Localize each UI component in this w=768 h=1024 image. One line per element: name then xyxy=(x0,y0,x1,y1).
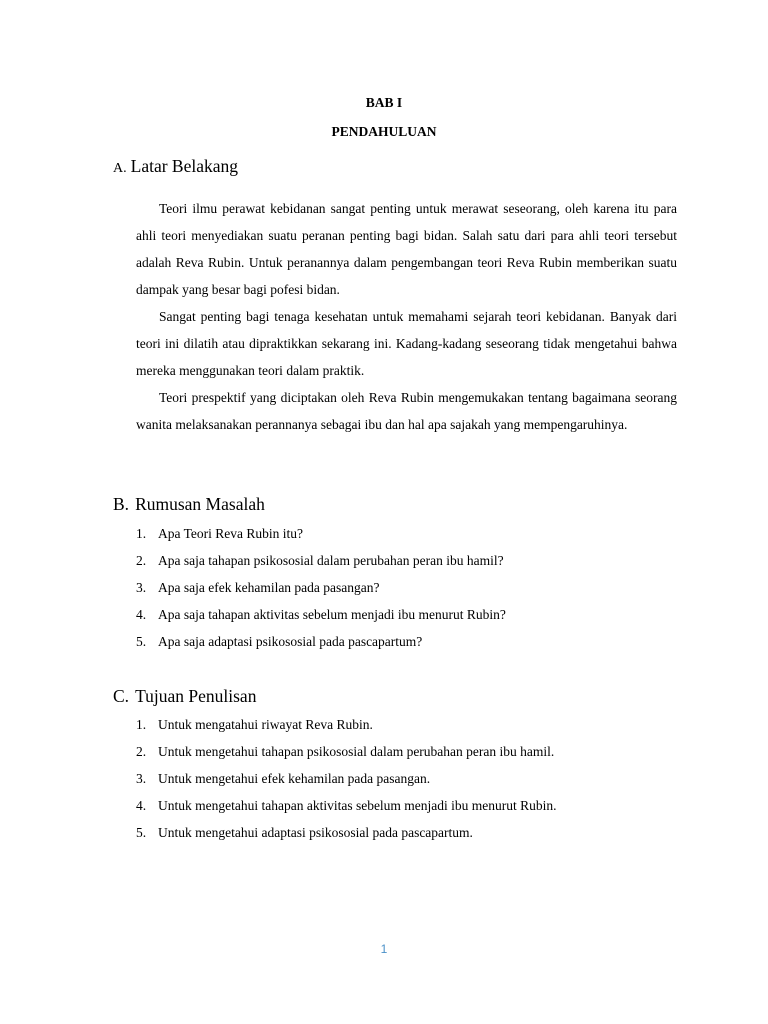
list-item xyxy=(136,547,677,574)
section-letter: A. xyxy=(113,161,127,176)
list-text: Untuk mengetahui tahapan psikososial dalam perubahan peran ibu hamil. xyxy=(158,744,555,759)
list-text: Untuk mengetahui adaptasi psikososial pada pascapartum. xyxy=(158,825,473,840)
list-item xyxy=(136,574,677,601)
background-paragraphs xyxy=(136,195,677,438)
list-number: 1. xyxy=(136,717,147,732)
list-item xyxy=(136,601,677,628)
list-item xyxy=(136,738,677,765)
list-number: 3. xyxy=(136,580,147,595)
objective-list xyxy=(136,711,677,846)
problem-list xyxy=(136,520,677,655)
chapter-title: PENDAHULUAN xyxy=(331,124,437,139)
section-letter: C. xyxy=(113,686,130,706)
list-number: 3. xyxy=(136,771,147,786)
section-heading-latar-belakang xyxy=(113,156,238,177)
list-text: Apa saja efek kehamilan pada pasangan? xyxy=(158,580,380,595)
page-number: 1 xyxy=(380,942,388,956)
section-title: Latar Belakang xyxy=(130,156,239,176)
section-title: Tujuan Penulisan xyxy=(135,686,257,706)
list-number: 5. xyxy=(136,634,147,649)
list-item xyxy=(136,711,677,738)
paragraph: Teori ilmu perawat kebidanan sangat penting untuk merawat seseorang, oleh karena itu para ahli teori menyediakan suatu peranan penting bagi bidan. Salah satu dari para ahli teori tersebut adalah Reva Rubin. Untuk peranannya dalam pengembangan teori Reva Rubin memberikan suatu dampak yang besar bagi pofesi bidan. xyxy=(136,201,677,297)
list-number: 5. xyxy=(136,825,147,840)
list-number: 1. xyxy=(136,526,147,541)
list-text: Untuk mengetahui efek kehamilan pada pasangan. xyxy=(158,771,431,786)
list-item xyxy=(136,819,677,846)
list-number: 2. xyxy=(136,744,147,759)
list-text: Untuk mengatahui riwayat Reva Rubin. xyxy=(158,717,373,732)
section-letter: B. xyxy=(113,494,130,514)
list-item xyxy=(136,765,677,792)
section-heading-rumusan-masalah xyxy=(113,494,265,515)
list-text: Apa saja tahapan psikososial dalam perubahan peran ibu hamil? xyxy=(158,553,504,568)
list-text: Apa saja tahapan aktivitas sebelum menjadi ibu menurut Rubin? xyxy=(158,607,506,622)
list-number: 4. xyxy=(136,607,147,622)
chapter-number: BAB I xyxy=(365,95,403,110)
paragraph: Teori prespektif yang diciptakan oleh Reva Rubin mengemukakan tentang bagaimana seorang wanita melaksanakan perannanya sebagai ibu dan hal apa sajakah yang mempengaruhinya. xyxy=(136,390,677,432)
list-number: 4. xyxy=(136,798,147,813)
list-text: Apa saja adaptasi psikososial pada pascapartum? xyxy=(158,634,423,649)
list-text: Untuk mengetahui tahapan aktivitas sebelum menjadi ibu menurut Rubin. xyxy=(158,798,557,813)
section-title: Rumusan Masalah xyxy=(135,494,265,514)
list-item xyxy=(136,628,677,655)
list-number: 2. xyxy=(136,553,147,568)
list-text: Apa Teori Reva Rubin itu? xyxy=(158,526,304,541)
list-item xyxy=(136,520,677,547)
paragraph: Sangat penting bagi tenaga kesehatan untuk memahami sejarah teori kebidanan. Banyak dari teori ini dilatih atau dipraktikkan sekarang ini. Kadang-kadang seseorang tidak mengetahui bahwa mereka menggunakan teori dalam praktik. xyxy=(136,309,677,378)
list-item xyxy=(136,792,677,819)
section-heading-tujuan-penulisan xyxy=(113,686,256,707)
